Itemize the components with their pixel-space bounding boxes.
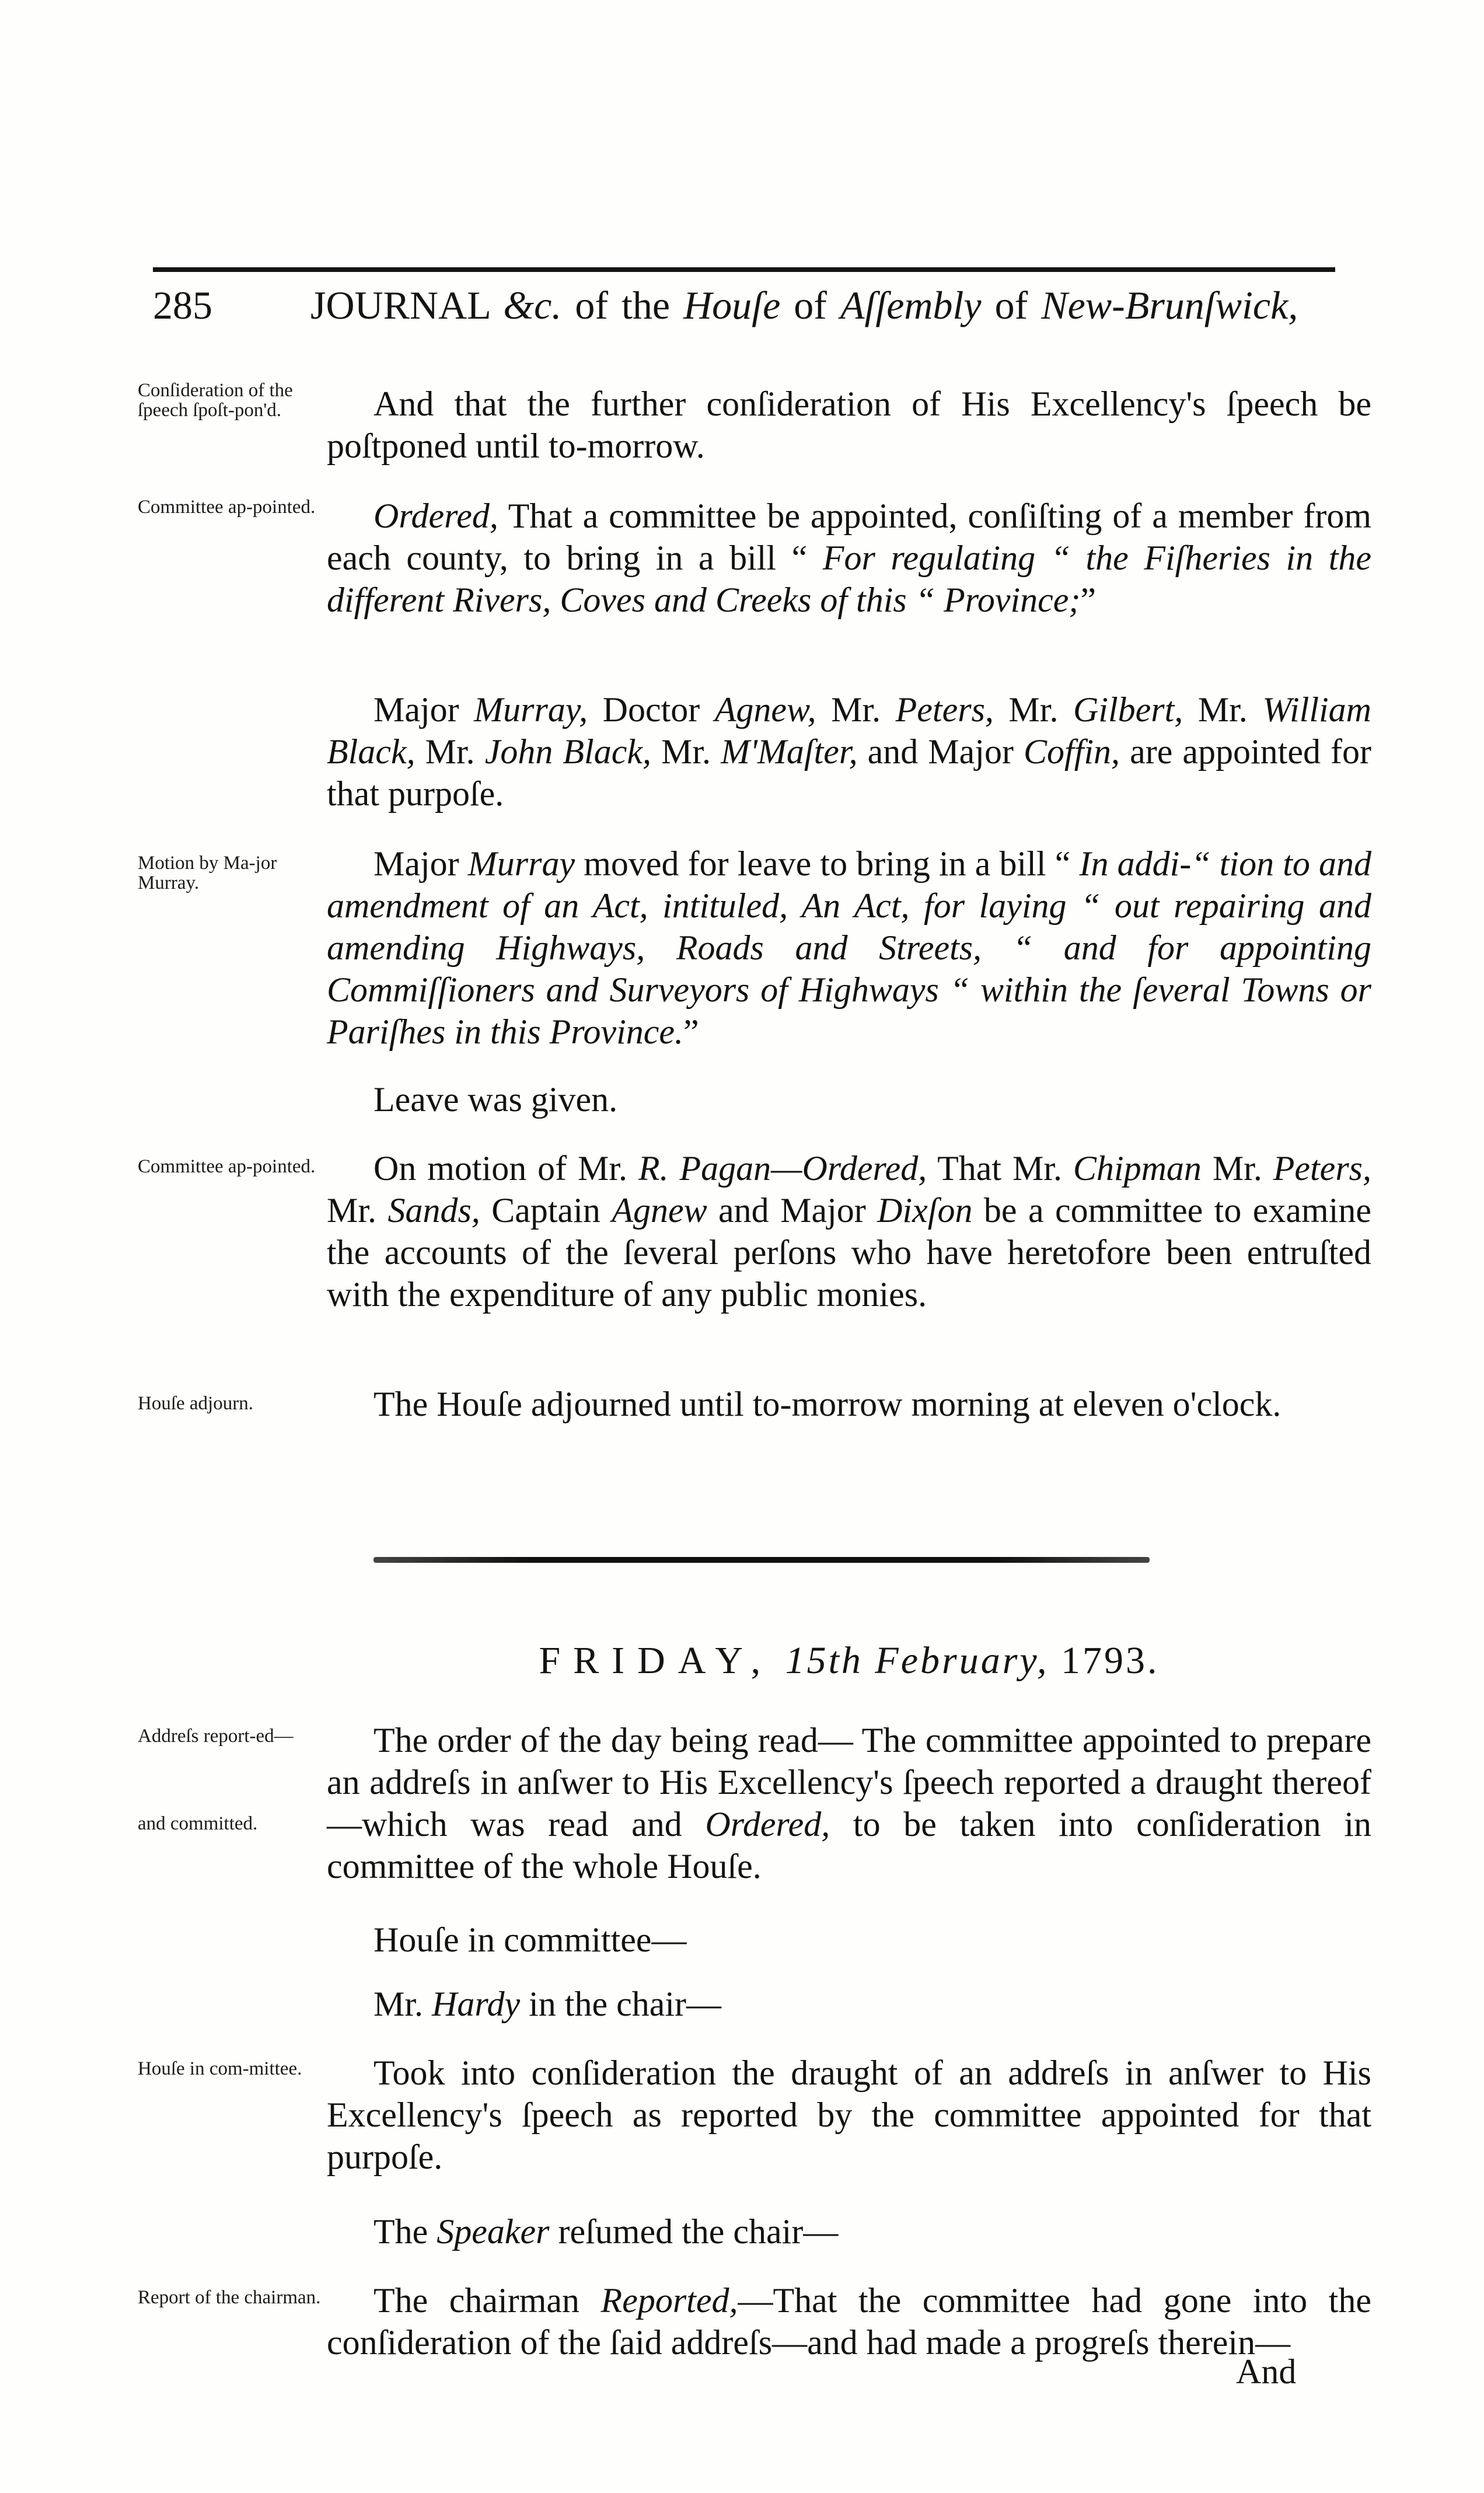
paragraph-house-adjourned: The Houſe adjourned until to-morrow morning at eleven o'clock.	[373, 1385, 1282, 1423]
paragraph-address-reported: The order of the day being read— The committee appointed to prepare an addreſs in anſwer to His Excellency's ſpeech reported a draught thereof—which was read and Ordered, to be taken into conſideration in committee of the whole Houſe.	[327, 1721, 1371, 1886]
paragraph-accounts-committee: On motion of Mr. R. Pagan—Ordered, That Mr. Chipman Mr. Peters, Mr. Sands, Captain Agnew and Major Dixſon be a committee to examine the accounts of the ſeveral perſons who have heretofore been entruſted with the expenditure of any public monies.	[327, 1149, 1372, 1314]
paragraph-house-in-committee: Houſe in committee—	[373, 1921, 687, 1959]
margin-note-motion-major-murray: Motion by Ma-jor Murray.	[138, 853, 277, 893]
dateline: FRIDAY, 15th February, 1793.	[539, 1639, 1160, 1682]
catchword: And	[1236, 2352, 1297, 2391]
margin-note-and-committed: and committed.	[138, 1813, 258, 1834]
margin-note-committee-appointed: Committee ap-pointed.	[138, 497, 316, 518]
margin-note-committee-appointed-2: Committee ap-pointed.	[138, 1156, 316, 1177]
paragraph-speech-postponed: And that the further conſideration of His Excellency's ſpeech be poſtponed until to-morrow.	[327, 385, 1371, 465]
margin-note-address-reported: Addreſs report-ed—	[138, 1726, 294, 1747]
paragraph-chairman-report: The chairman Reported,—That the committee had gone into the conſideration of the ſaid addreſs—and had made a progreſs therein—	[327, 2281, 1371, 2362]
margin-note-house-in-committee: Houſe in com-mittee.	[138, 2058, 302, 2079]
paragraph-draught-considered: Took into conſideration the draught of an addreſs in anſwer to His Excellency's ſpeech as reported by the committee appointed for that purpoſe.	[327, 2054, 1371, 2176]
section-separator-rule	[373, 1557, 1150, 1563]
running-title: JOURNAL &c. of the Houſe of Aſſembly of New-Brunſwick,	[310, 283, 1298, 327]
paragraph-chair: Mr. Hardy in the chair—	[373, 1985, 722, 2023]
header-rule	[153, 267, 1335, 272]
paragraph-speaker-resumed: The Speaker reſumed the chair—	[373, 2212, 839, 2251]
page-number: 285	[153, 283, 212, 327]
running-header	[153, 282, 1335, 347]
paragraph-highways-motion: Major Murray moved for leave to bring in a bill “ In addi-“ tion to and amendment of an Act, intituled, An Act, for laying “ out repairing and amending Highways, Roads and Streets, “ and for appointing Commiſſioners and Surveyors of Highways “ within the ſeveral Towns or Pariſhes in this Province.”	[327, 844, 1371, 1051]
paragraph-fisheries-committee: Ordered, That a committee be appointed, conſiſting of a member from each county, to bring in a bill “ For regulating “ the Fiſheries in the different Rivers, Coves and Creeks of this “ Province;”	[327, 497, 1371, 619]
paragraph-members-appointed: Major Murray, Doctor Agnew, Mr. Peters, Mr. Gilbert, Mr. William Black, Mr. John Black, Mr. M'Maſter, and Major Coffin, are appointed for that purpoſe.	[327, 690, 1371, 813]
margin-note-consideration-postponed: Conſideration of the ſpeech ſpoſt-pon'd.	[138, 380, 293, 421]
margin-note-report-of-chairman: Report of the chairman.	[138, 2287, 321, 2308]
paragraph-leave-given: Leave was given.	[373, 1080, 618, 1119]
margin-note-house-adjourn: Houſe adjourn.	[138, 1393, 253, 1414]
